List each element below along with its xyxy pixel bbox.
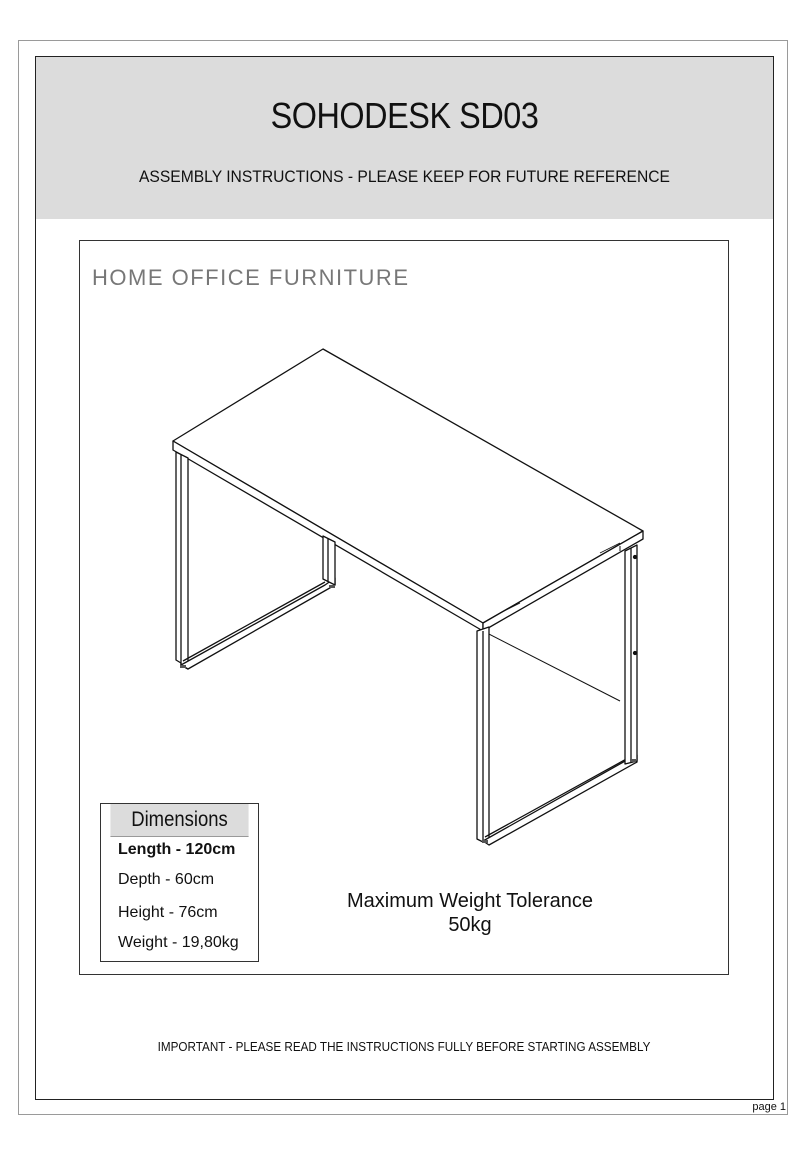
dimension-length: Length - 120cm: [118, 841, 236, 858]
content-box: [79, 240, 729, 975]
dimensions-table: [100, 803, 259, 962]
desk-top: [173, 349, 643, 631]
page-subtitle: ASSEMBLY INSTRUCTIONS - PLEASE KEEP FOR FUTURE REFERENCE: [138, 167, 670, 186]
dimension-depth: Depth - 60cm: [118, 871, 215, 888]
dimensions-heading: Dimensions: [110, 804, 248, 837]
page-title: SOHODESK SD03: [270, 95, 539, 136]
page-number: page 1: [752, 1101, 786, 1113]
weight-tolerance: [320, 889, 620, 937]
dimension-height: Height - 76cm: [118, 904, 218, 921]
weight-tolerance-label: Maximum Weight Tolerance: [346, 890, 594, 912]
header-band: [36, 57, 773, 219]
weight-tolerance-value: 50kg: [448, 914, 492, 936]
category-label: HOME OFFICE FURNITURE: [92, 265, 410, 290]
dimension-weight: Weight - 19,80kg: [118, 934, 239, 951]
important-notice: IMPORTANT - PLEASE READ THE INSTRUCTIONS FULLY BEFORE STARTING ASSEMBLY: [157, 1039, 651, 1054]
